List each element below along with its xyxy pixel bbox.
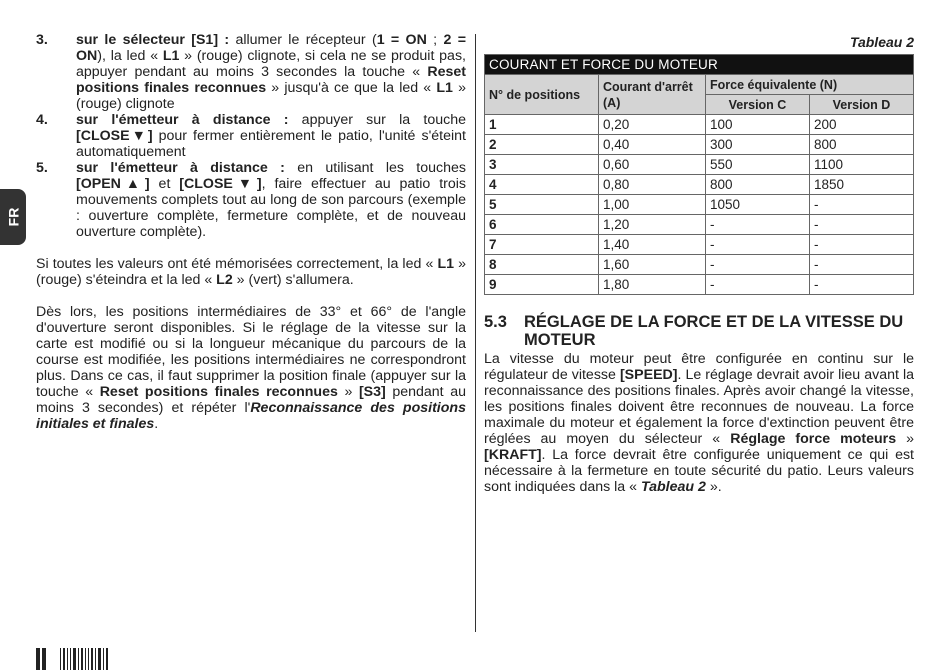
bold-run: L1 (436, 80, 453, 96)
header-current: Courant d'arrêt (A) (599, 75, 706, 115)
bold-run: 1 = ON (376, 32, 427, 48)
language-tab-label: FR (4, 207, 21, 227)
text-run: ), la led « (97, 48, 163, 64)
bold-run: [OPEN▲] (76, 176, 150, 192)
cell-current: 0,60 (599, 155, 706, 175)
section-body (484, 351, 914, 495)
table-row (485, 215, 914, 235)
cell-version-c: 550 (706, 155, 810, 175)
paragraph-intermediate-positions (36, 304, 466, 432)
cell-current: 1,40 (599, 235, 706, 255)
cell-version-d: - (810, 195, 914, 215)
bold-run: [KRAFT] (484, 447, 542, 463)
table-row (485, 195, 914, 215)
bold-run: [S3] (358, 384, 386, 400)
step-text (76, 32, 466, 112)
cell-version-d: 1100 (810, 155, 914, 175)
bold-run: L2 (216, 272, 233, 288)
spacer (36, 240, 466, 256)
motor-force-table (484, 54, 914, 295)
bold-italic-run: Tableau 2 (640, 479, 706, 495)
cell-version-d: 200 (810, 115, 914, 135)
cell-version-c: 1050 (706, 195, 810, 215)
text-run: . Le réglage devrait avoir lieu avant la reconnaissance des positions finales. Après avoir changé la vitesse, les positions finales doivent être reconnues de nouveau. La force maximale du moteur et également la force d'extinction peuvent être réglées au moyen du sélecteur « (484, 367, 915, 447)
text-run: » (rouge) clignote (76, 80, 466, 112)
cell-position: 4 (485, 175, 599, 195)
text-run: » (896, 431, 914, 447)
cell-version-c: - (706, 235, 810, 255)
step-lead: sur le sélecteur [S1] : (76, 32, 230, 48)
text-run: allumer le récepteur ( (229, 32, 377, 48)
text-run: , faire effectuer au patio trois mouvements complets tout au long de son parcours (exemple : ouverture complète, fermeture complète, et de nouveau ouverture complète). (76, 176, 466, 240)
cell-version-d: - (810, 275, 914, 295)
step-4 (36, 112, 466, 160)
section-title: RÉGLAGE DE LA FORCE ET DE LA VITESSE DU MOTEUR (524, 313, 904, 349)
table-row (485, 155, 914, 175)
text-run: » (337, 384, 359, 400)
step-lead: sur l'émetteur à distance : (76, 160, 285, 176)
bold-run: Reset positions finales reconnues (99, 384, 338, 400)
text-run: et (149, 176, 180, 192)
cell-version-d: - (810, 215, 914, 235)
paragraph-leds (36, 256, 466, 288)
bold-run: Reset positions finales reconnues (76, 64, 466, 96)
header-positions: N° de positions (485, 75, 599, 115)
text-run: ». (705, 479, 722, 495)
cell-position: 5 (485, 195, 599, 215)
cell-current: 0,40 (599, 135, 706, 155)
bold-italic-run: Reconnaissance des positions initiales et finales (36, 400, 466, 432)
header-force: Force équivalente (N) (706, 75, 914, 95)
cell-version-c: - (706, 255, 810, 275)
text-run: pour fermer entièrement le patio, l'unité s'éteint automatiquement (76, 128, 466, 160)
table-title: COURANT ET FORCE DU MOTEUR (485, 55, 914, 75)
column-divider (475, 34, 476, 632)
step-3 (36, 32, 466, 112)
bold-run: [CLOSE▼] (179, 176, 262, 192)
bold-run: [CLOSE▼] (76, 128, 153, 144)
cell-version-c: - (706, 215, 810, 235)
cell-version-d: 1850 (810, 175, 914, 195)
bold-run: L1 (162, 48, 180, 64)
bold-run: L1 (437, 256, 454, 272)
cell-current: 1,20 (599, 215, 706, 235)
cell-position: 7 (485, 235, 599, 255)
language-tab (0, 189, 26, 245)
table-row (485, 115, 914, 135)
step-number: 3. (36, 32, 48, 48)
bold-run: Réglage force moteurs (730, 431, 897, 447)
table-row (485, 255, 914, 275)
step-text (76, 112, 466, 160)
text-run: en utilisant les touches (284, 160, 466, 176)
cell-version-c: 800 (706, 175, 810, 195)
spacer (36, 288, 466, 304)
cell-current: 1,60 (599, 255, 706, 275)
text-run: . (154, 416, 159, 432)
table-row (485, 135, 914, 155)
cell-position: 9 (485, 275, 599, 295)
cell-current: 0,20 (599, 115, 706, 135)
text-run: appuyer sur la touche (288, 112, 466, 128)
text-run: Dès lors, les positions intermédiaires de 33° et 66° de l'angle d'ouverture seront disponibles. Si le réglage de la vitesse sur la carte est modifié ou si la longueur mécanique du parcours de la course est modifiée, les positions intermédiaires ne correspondront plus. Dans ce cas, il faut supprimer la position finale (appuyer sur la touche « (36, 304, 466, 400)
cell-position: 2 (485, 135, 599, 155)
right-column (484, 32, 914, 495)
section-heading (484, 313, 914, 349)
text-run: » jusqu'à ce que la led « (266, 80, 437, 96)
table-row (485, 275, 914, 295)
cell-current: 1,80 (599, 275, 706, 295)
section-number: 5.3 (484, 313, 507, 331)
page-barcode (36, 648, 110, 670)
text-run: » (vert) s'allumera. (232, 272, 354, 288)
cell-version-c: - (706, 275, 810, 295)
cell-position: 1 (485, 115, 599, 135)
cell-current: 0,80 (599, 175, 706, 195)
cell-version-d: - (810, 235, 914, 255)
text-run: La vitesse du moteur peut être configurée en continu sur le régulateur de vitesse (484, 351, 914, 383)
text-run: pendant au moins 3 secondes) et répéter l' (36, 384, 467, 416)
cell-position: 3 (485, 155, 599, 175)
table-caption: Tableau 2 (849, 34, 914, 50)
header-version-c: Version C (706, 95, 810, 115)
step-number: 4. (36, 112, 48, 128)
text-run: ; (426, 32, 444, 48)
text-run: » (rouge) clignote, si cela ne se produit pas, appuyer pendant au moins 3 secondes la touche « (76, 48, 466, 80)
cell-current: 1,00 (599, 195, 706, 215)
text-run: . La force devrait être configurée uniquement ce qui est nécessaire à la fermeture en toute sécurité du patio. Leurs valeurs sont indiquées dans la « (484, 447, 914, 495)
cell-position: 8 (485, 255, 599, 275)
step-5 (36, 160, 466, 240)
table-row (485, 175, 914, 195)
cell-version-c: 300 (706, 135, 810, 155)
cell-position: 6 (485, 215, 599, 235)
cell-version-d: 800 (810, 135, 914, 155)
step-number: 5. (36, 160, 48, 176)
table-row (485, 235, 914, 255)
step-text (76, 160, 466, 240)
cell-version-c: 100 (706, 115, 810, 135)
bold-run: 2 = ON (76, 32, 466, 64)
text-run: » (rouge) s'éteindra et la led « (36, 256, 466, 288)
cell-version-d: - (810, 255, 914, 275)
text-run: Si toutes les valeurs ont été mémorisées correctement, la led « (36, 256, 438, 272)
bold-run: [SPEED] (619, 367, 678, 383)
header-version-d: Version D (810, 95, 914, 115)
step-lead: sur l'émetteur à distance : (76, 112, 289, 128)
left-column (36, 32, 466, 432)
